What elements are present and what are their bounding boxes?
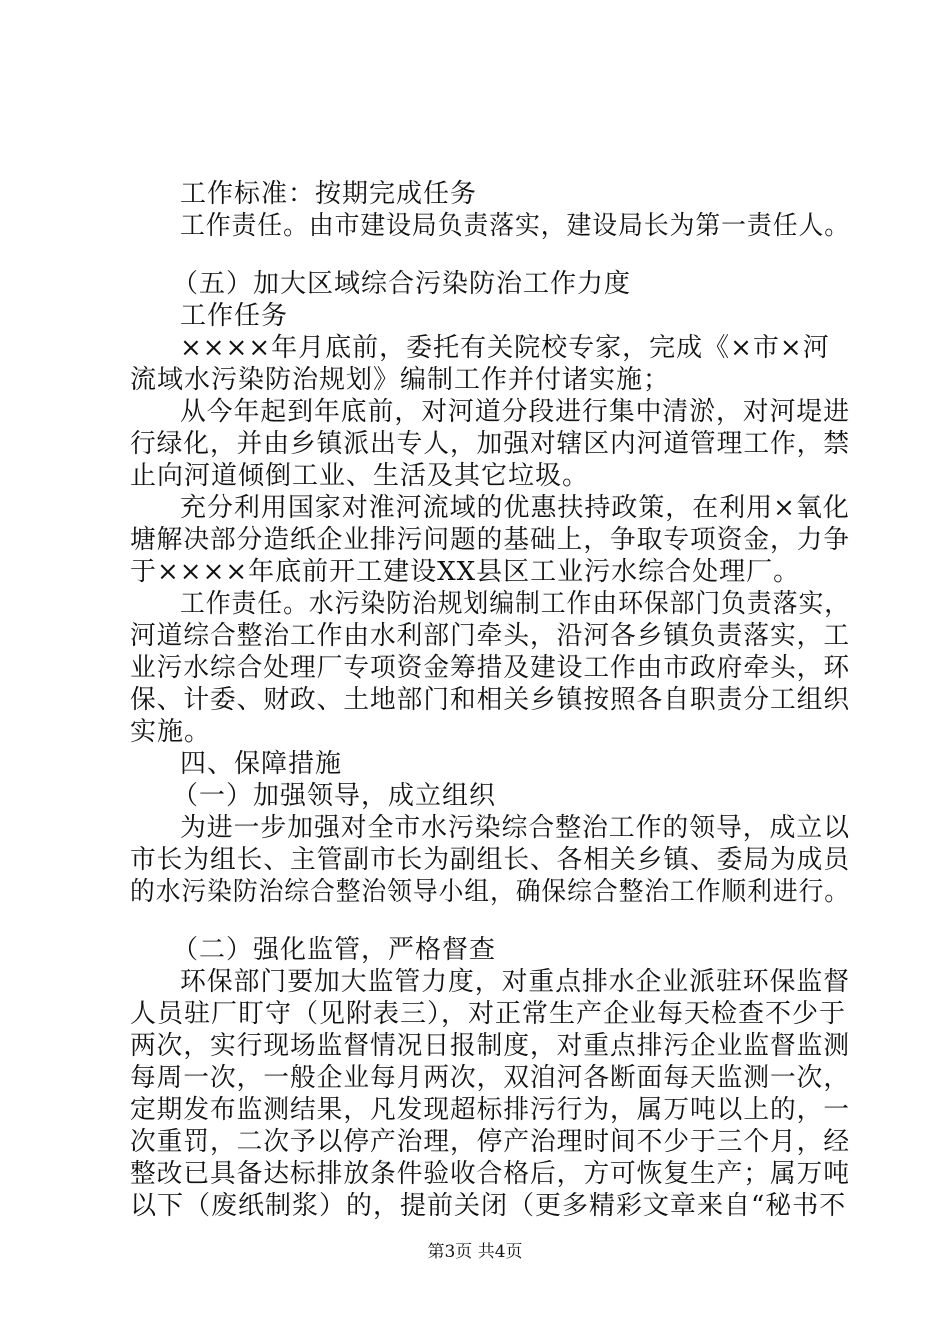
section-heading: 四、保障措施: [180, 749, 343, 779]
body-line: 业污水综合处理厂专项资金筹措及建设工作由市政府牵头，环: [130, 653, 851, 683]
body-line: 整改已具备达标排放条件验收合格后，方可恢复生产；属万吨: [130, 1159, 851, 1189]
body-line: 从今年起到年底前，对河道分段进行集中清淤，对河堤进: [180, 397, 851, 427]
body-line: 于××××年底前开工建设XX县区工业污水综合处理厂。: [130, 557, 801, 587]
body-line: 环保部门要加大监管力度，对重点排水企业派驻环保监督: [180, 967, 851, 997]
body-line: ××××年月底前，委托有关院校专家，完成《×市×河: [180, 333, 830, 363]
body-line: 流域水污染防治规划》编制工作并付诸实施；: [130, 365, 671, 395]
body-line: 工作责任。由市建设局负责落实，建设局长为第一责任人。: [180, 211, 851, 241]
body-line: 塘解决部分造纸企业排污问题的基础上，争取专项资金，力争: [130, 525, 851, 555]
body-line: 市长为组长、主管副市长为副组长、各相关乡镇、委局为成员: [130, 845, 851, 875]
body-line: 河道综合整治工作由水利部门牵头，沿河各乡镇负责落实，工: [130, 621, 851, 651]
body-line: 的水污染防治综合整治领导小组，确保综合整治工作顺利进行。: [130, 877, 851, 907]
body-line: 工作责任。水污染防治规划编制工作由环保部门负责落实，: [180, 589, 851, 619]
body-line: 工作标准：按期完成任务: [180, 179, 478, 209]
section-heading: （二）强化监管，严格督查: [172, 935, 497, 965]
body-line: 人员驻厂盯守（见附表三），对正常生产企业每天检查不少于: [130, 999, 847, 1029]
body-line: 充分利用国家对淮河流域的优惠扶持政策，在利用×氧化: [180, 493, 850, 523]
body-line: 止向河道倾倒工业、生活及其它垃圾。: [130, 461, 590, 491]
body-line: 为进一步加强对全市水污染综合整治工作的领导，成立以: [180, 813, 851, 843]
section-heading: （五）加大区域综合污染防治工作力度: [172, 269, 632, 299]
body-line: 每周一次，一般企业每月两次，双洎河各断面每天监测一次，: [130, 1063, 851, 1093]
body-line: 两次，实行现场监督情况日报制度，对重点排污企业监督监测: [130, 1031, 851, 1061]
body-line: 工作任务: [180, 301, 289, 331]
page-number: 第3页 共4页: [427, 1242, 523, 1262]
section-heading: （一）加强领导，成立组织: [172, 781, 497, 811]
body-line: 以下（废纸制浆）的，提前关闭（更多精彩文章来自“秘书不: [130, 1191, 847, 1221]
body-line: 行绿化，并由乡镇派出专人，加强对辖区内河道管理工作，禁: [130, 429, 851, 459]
body-line: 次重罚，二次予以停产治理，停产治理时间不少于三个月，经: [130, 1127, 851, 1157]
body-line: 实施。: [130, 717, 212, 747]
body-line: 定期发布监测结果，凡发现超标排污行为，属万吨以上的，一: [130, 1095, 851, 1125]
body-line: 保、计委、财政、土地部门和相关乡镇按照各自职责分工组织: [130, 685, 851, 715]
